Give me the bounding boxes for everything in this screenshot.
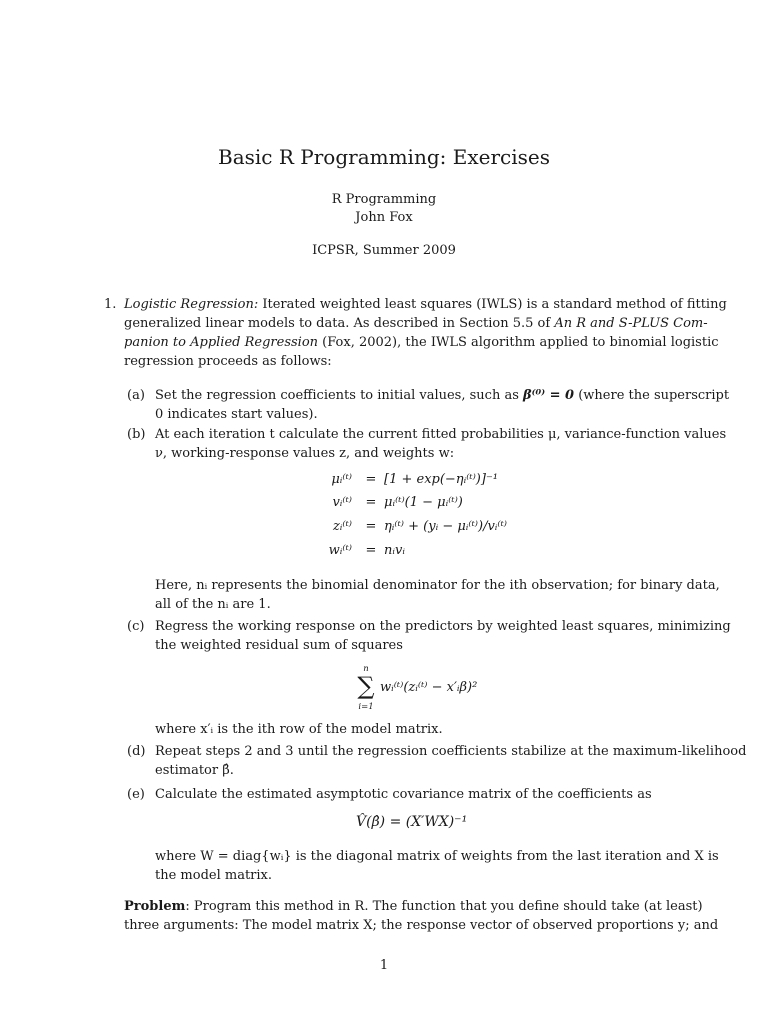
sum-lower-limit: i=1 xyxy=(358,702,374,712)
exercise-line-3: panion to Applied Regression (Fox, 2002), the IWLS algorithm applied to binomial logistic xyxy=(124,335,719,350)
equation-rhs: ηᵢ⁽ᵗ⁾ + (yᵢ − μᵢ⁽ᵗ⁾)/vᵢ⁽ᵗ⁾ xyxy=(384,519,507,534)
exercise-heading: Logistic Regression: xyxy=(124,297,259,312)
problem-line-1: Problem: Program this method in R. The function that you define should take (at least) xyxy=(124,899,703,914)
step-c-line-1: Regress the working response on the predictors by weighted least squares, minimizing xyxy=(155,619,731,634)
step-b-note-1: Here, nᵢ represents the binomial denominator for the ith observation; for binary data, xyxy=(155,578,720,593)
exercise-line-4: regression proceeds as follows: xyxy=(124,354,332,369)
step-c-line-2: the weighted residual sum of squares xyxy=(155,638,403,653)
exercise-number: 1. xyxy=(104,297,117,312)
equals-sign: = xyxy=(365,543,377,558)
equation-rhs: μᵢ⁽ᵗ⁾(1 − μᵢ⁽ᵗ⁾) xyxy=(384,495,463,510)
equation-lhs: μᵢ⁽ᵗ⁾ xyxy=(331,472,352,487)
step-d-label: (d) xyxy=(127,744,146,759)
weighted-residual-sum: wᵢ⁽ᵗ⁾(zᵢ⁽ᵗ⁾ − x′ᵢβ)² xyxy=(380,680,478,695)
step-d-line-1: Repeat steps 2 and 3 until the regression coefficients stabilize at the maximum-likelihood xyxy=(155,744,747,759)
equation-rhs: nᵢvᵢ xyxy=(384,543,405,558)
step-e-line-1: Calculate the estimated asymptotic covariance matrix of the coefficients as xyxy=(155,787,652,802)
equation-lhs: wᵢ⁽ᵗ⁾ xyxy=(328,543,352,558)
step-c-note: where x′ᵢ is the ith row of the model matrix. xyxy=(155,722,443,737)
step-e-label: (e) xyxy=(127,787,145,802)
book-title-b: panion to Applied Regression xyxy=(124,335,319,350)
sum-upper-limit: n xyxy=(363,664,369,674)
equation-lhs: zᵢ⁽ᵗ⁾ xyxy=(332,519,352,534)
step-e-note-1: where W = diag{wᵢ} is the diagonal matrix of weights from the last iteration and X is xyxy=(155,849,719,864)
step-d-line-2: estimator β̂. xyxy=(155,763,234,778)
event-line: ICPSR, Summer 2009 xyxy=(312,243,456,258)
course-name: R Programming xyxy=(331,192,437,207)
step-e-note-2: the model matrix. xyxy=(155,868,273,883)
equation-rhs: [1 + exp(−ηᵢ⁽ᵗ⁾)]⁻¹ xyxy=(384,472,499,487)
summation-sign: ∑ xyxy=(357,672,375,700)
equals-sign: = xyxy=(365,472,377,487)
step-b-line-1: At each iteration t calculate the current fitted probabilities μ, variance-function values xyxy=(155,427,727,442)
step-c-label: (c) xyxy=(127,619,145,634)
equation-lhs: vᵢ⁽ᵗ⁾ xyxy=(332,495,352,510)
problem-label: Problem xyxy=(124,899,186,914)
problem-line-2: three arguments: The model matrix X; the response vector of observed proportions y; and xyxy=(124,918,719,933)
exercise-line-2: generalized linear models to data. As described in Section 5.5 of An R and S-PLUS Com- xyxy=(124,316,708,331)
covariance-equation: V̂(β̂) = (X′WX)⁻¹ xyxy=(356,814,468,830)
equals-sign: = xyxy=(365,519,377,534)
equals-sign: = xyxy=(365,495,377,510)
step-a-label: (a) xyxy=(127,388,145,403)
exercise-line-1: Logistic Regression: Iterated weighted least squares (IWLS) is a standard method of fitting xyxy=(124,297,727,312)
document-title: Basic R Programming: Exercises xyxy=(218,145,550,169)
book-title-a: An R and S-PLUS Com- xyxy=(554,316,708,331)
step-b-note-2: all of the nᵢ are 1. xyxy=(155,597,271,612)
step-b-label: (b) xyxy=(127,427,146,442)
step-a-line-1: Set the regression coefficients to initial values, such as β⁽⁰⁾ = 0 (where the superscript xyxy=(155,388,730,403)
author-name: John Fox xyxy=(355,210,413,225)
page-number: 1 xyxy=(379,958,389,973)
step-b-line-2: ν, working-response values z, and weights w: xyxy=(155,446,455,461)
start-values-equation: β⁽⁰⁾ = 0 xyxy=(523,388,575,403)
step-a-line-2: 0 indicates start values). xyxy=(155,407,318,422)
